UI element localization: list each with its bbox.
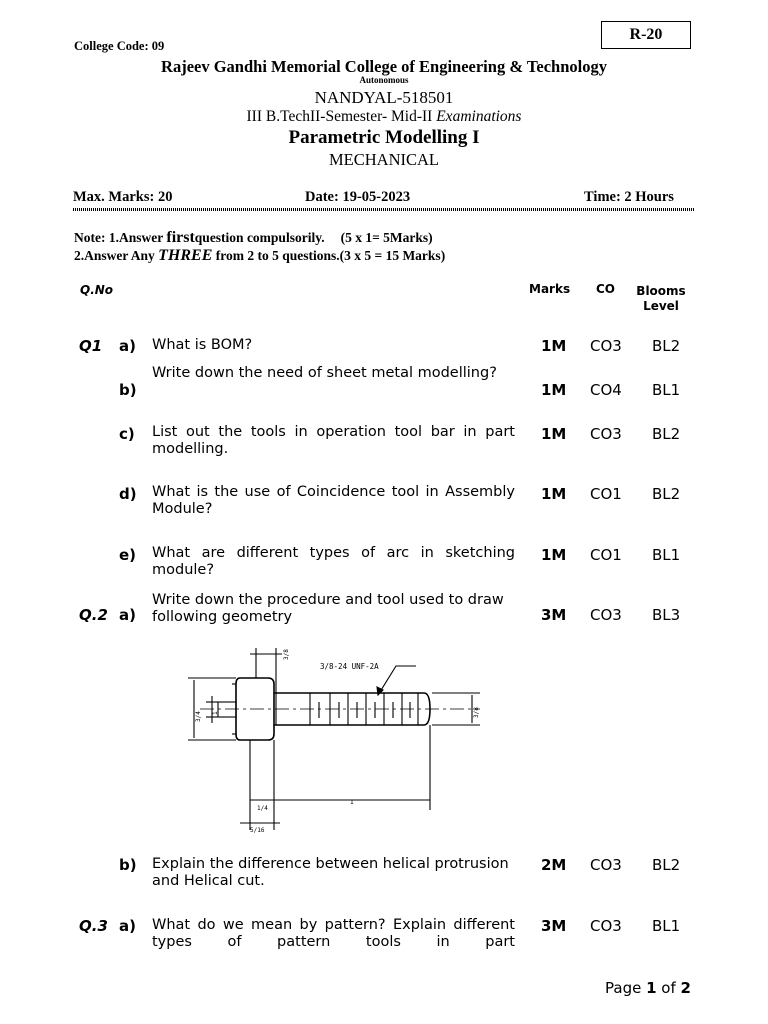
question-number: Q.2 bbox=[79, 606, 108, 624]
sub-label: b) bbox=[119, 856, 137, 874]
page-total: 2 bbox=[680, 979, 691, 997]
exam-title-suffix: Examinations bbox=[436, 108, 522, 125]
note1-emphasis: first bbox=[166, 229, 195, 246]
question-bl: BL2 bbox=[652, 337, 681, 355]
dim-left: 3/4 bbox=[195, 711, 202, 722]
question-text: What is the use of Coincidence tool in Assembly Module? bbox=[152, 484, 515, 517]
sub-label: a) bbox=[119, 606, 136, 624]
question-marks: 2M bbox=[541, 856, 567, 874]
dim-bottom-long: 1 bbox=[350, 799, 354, 806]
note-line-2 bbox=[74, 247, 445, 265]
question-marks: 1M bbox=[541, 337, 567, 355]
question-text: What are different types of arc in sketching module? bbox=[152, 545, 515, 578]
note1-text-c: question compulsorily. bbox=[194, 230, 325, 245]
dim-bottom-small: 1/4 bbox=[257, 805, 268, 812]
branch-title: MECHANICAL bbox=[329, 150, 439, 169]
dim-bottom-frac: 5/16 bbox=[250, 827, 265, 834]
sub-label: e) bbox=[119, 546, 137, 564]
question-marks: 1M bbox=[541, 485, 567, 503]
header-blooms-label: Blooms bbox=[636, 284, 686, 298]
sub-label: a) bbox=[119, 917, 136, 935]
question-text: What do we mean by pattern? Explain different types of pattern tools in part bbox=[152, 917, 515, 950]
max-marks: Max. Marks: 20 bbox=[73, 189, 173, 205]
question-co: CO4 bbox=[590, 381, 622, 399]
dim-right: 3/8 bbox=[473, 707, 480, 718]
question-marks: 1M bbox=[541, 546, 567, 564]
bolt-drawing bbox=[180, 640, 490, 835]
note-line-1 bbox=[74, 229, 433, 247]
header-divider bbox=[73, 208, 695, 211]
question-bl: BL2 bbox=[652, 856, 681, 874]
question-bl: BL1 bbox=[652, 917, 681, 935]
sub-label: a) bbox=[119, 337, 136, 355]
note2-text-c: from 2 to 5 questions.(3 x 5 = 15 Marks) bbox=[212, 248, 446, 263]
question-co: CO3 bbox=[590, 606, 622, 624]
question-text: What is BOM? bbox=[152, 337, 253, 353]
subject-title: Parametric Modelling I bbox=[288, 127, 480, 148]
sub-label: c) bbox=[119, 425, 135, 443]
header-co: CO bbox=[596, 282, 616, 296]
question-bl: BL1 bbox=[652, 546, 681, 564]
page-of: of bbox=[656, 979, 681, 997]
question-marks: 3M bbox=[541, 606, 567, 624]
question-co: CO1 bbox=[590, 546, 622, 564]
thread-spec-label: 3/8-24 UNF-2A bbox=[320, 662, 379, 671]
exam-title-prefix: III B.TechII-Semester- Mid-II bbox=[246, 108, 437, 125]
question-number: Q.3 bbox=[79, 917, 108, 935]
header-marks: Marks bbox=[529, 282, 571, 296]
question-co: CO3 bbox=[590, 337, 622, 355]
question-text: Explain the difference between helical protrusion and Helical cut. bbox=[152, 856, 509, 889]
question-text: Write down the need of sheet metal modelling? bbox=[152, 365, 497, 381]
page-prefix: Page bbox=[605, 979, 647, 997]
autonomous-label: Autonomous bbox=[359, 75, 409, 85]
question-marks: 3M bbox=[541, 917, 567, 935]
question-bl: BL2 bbox=[652, 485, 681, 503]
header-blooms bbox=[634, 284, 688, 314]
college-location: NANDYAL-518501 bbox=[314, 88, 454, 107]
header-qno: Q.No bbox=[80, 283, 114, 297]
note1-text-a: Note: 1.Answer bbox=[74, 230, 167, 245]
question-text: List out the tools in operation tool bar in part modelling. bbox=[152, 424, 515, 457]
question-number: Q1 bbox=[79, 337, 103, 355]
question-co: CO1 bbox=[590, 485, 622, 503]
page-number: 1 bbox=[646, 979, 657, 997]
note1-marks: (5 x 1= 5Marks) bbox=[340, 230, 433, 245]
exam-title bbox=[0, 108, 768, 126]
question-co: CO3 bbox=[590, 425, 622, 443]
dim-left-outer: 1 bbox=[212, 711, 219, 715]
question-bl: BL2 bbox=[652, 425, 681, 443]
sub-label: b) bbox=[119, 381, 137, 399]
regulation-box bbox=[601, 21, 691, 49]
question-text: Write down the procedure and tool used to draw following geometry bbox=[152, 592, 504, 625]
question-marks: 1M bbox=[541, 381, 567, 399]
exam-time: Time: 2 Hours bbox=[584, 189, 674, 205]
regulation-code: R-20 bbox=[629, 26, 663, 43]
college-code: College Code: 09 bbox=[74, 39, 165, 53]
question-marks: 1M bbox=[541, 425, 567, 443]
page-indicator bbox=[605, 979, 691, 997]
header-level-label: Level bbox=[643, 299, 679, 313]
sub-label: d) bbox=[119, 485, 137, 503]
question-co: CO3 bbox=[590, 917, 622, 935]
question-co: CO3 bbox=[590, 856, 622, 874]
question-bl: BL3 bbox=[652, 606, 681, 624]
note2-text-a: 2.Answer Any bbox=[74, 248, 159, 263]
college-name: Rajeev Gandhi Memorial College of Engineering & Technology bbox=[161, 57, 607, 76]
question-bl: BL1 bbox=[652, 381, 681, 399]
exam-date: Date: 19-05-2023 bbox=[305, 189, 411, 205]
dim-top: 3/8 bbox=[283, 649, 290, 660]
note2-emphasis: THREE bbox=[158, 247, 213, 264]
